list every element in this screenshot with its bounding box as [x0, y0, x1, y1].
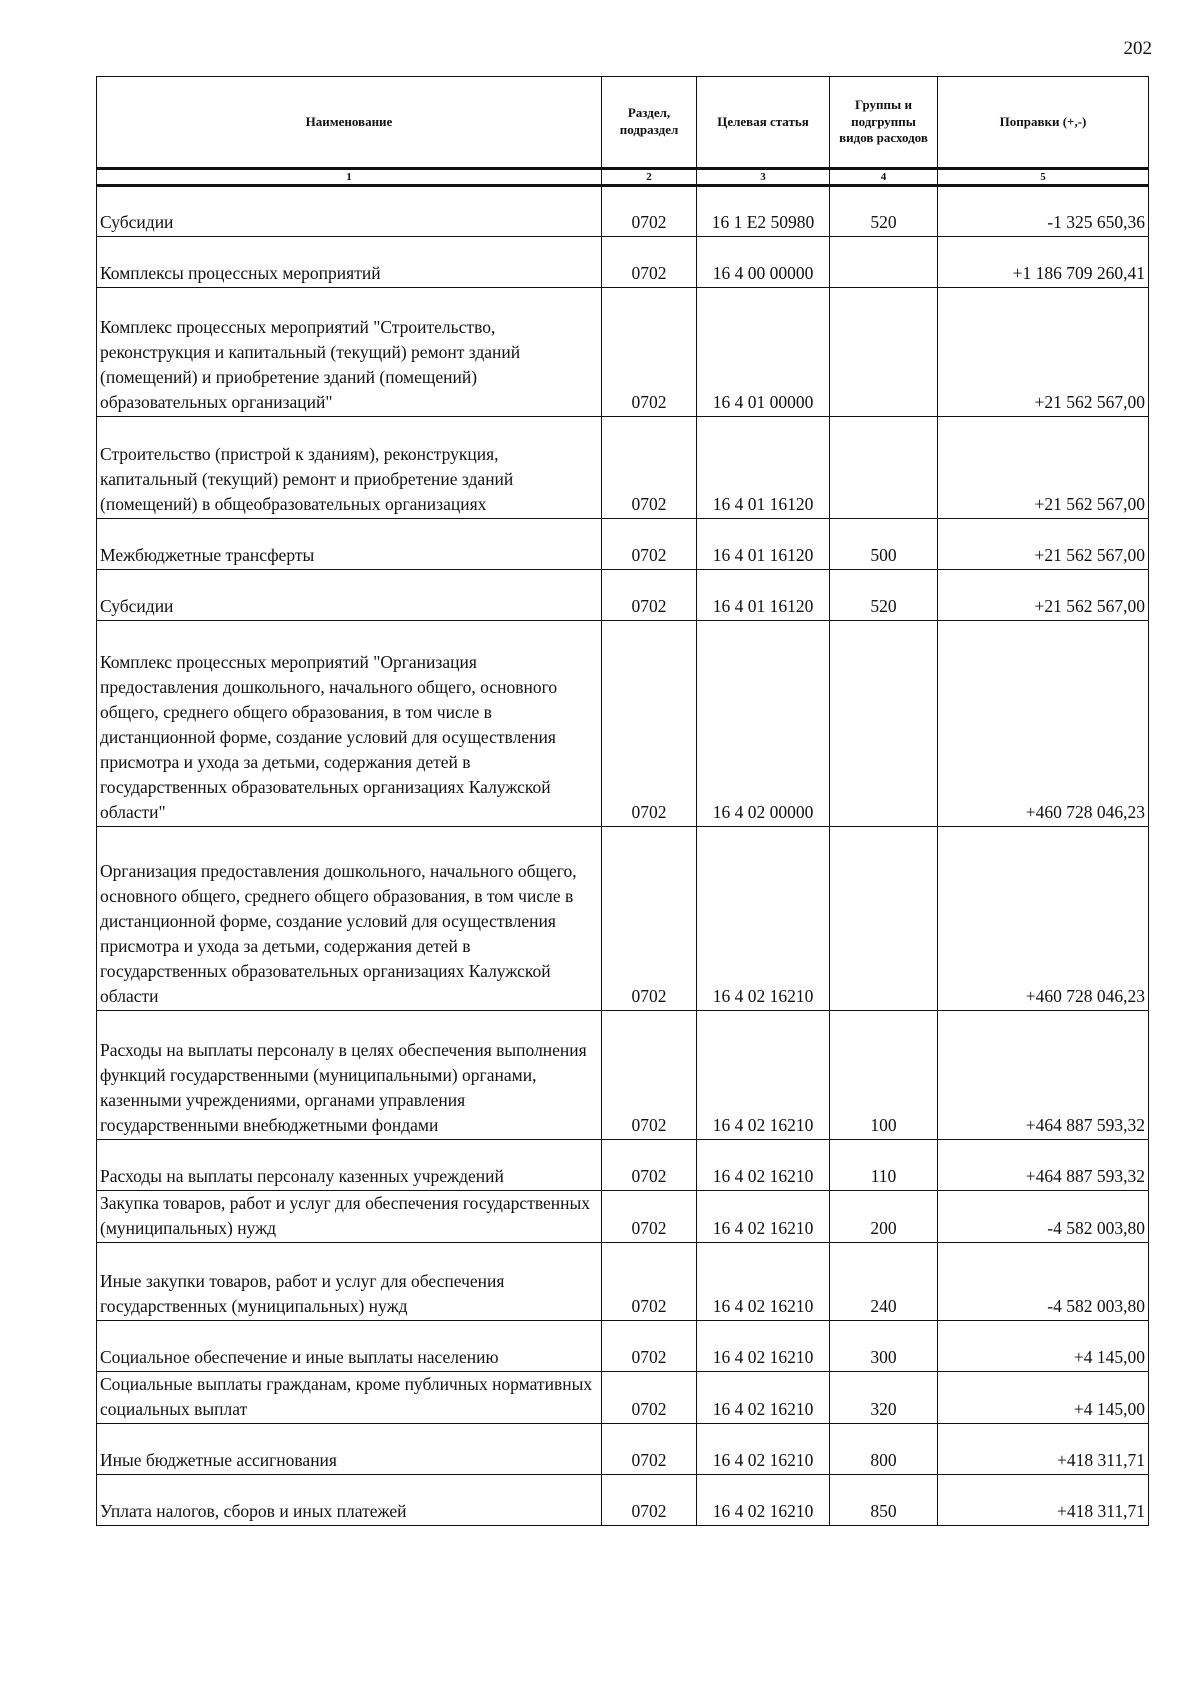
header-groups: Группы и подгруппы видов расходов	[830, 77, 938, 169]
cell-expense-group	[830, 237, 938, 288]
table-row	[97, 237, 1149, 288]
column-number: 2	[602, 169, 697, 186]
cell-amount: +1 186 709 260,41	[938, 237, 1149, 288]
cell-section: 0702	[602, 827, 697, 1011]
table-row	[97, 827, 1149, 1011]
cell-section: 0702	[602, 1424, 697, 1475]
cell-target: 16 4 00 00000	[697, 237, 830, 288]
cell-amount: +21 562 567,00	[938, 519, 1149, 570]
column-number: 1	[97, 169, 602, 186]
cell-target: 16 4 02 16210	[697, 1321, 830, 1372]
cell-expense-group	[830, 288, 938, 417]
table-row	[97, 1424, 1149, 1475]
table-row	[97, 519, 1149, 570]
cell-section: 0702	[602, 1011, 697, 1140]
cell-name: Иные бюджетные ассигнования	[97, 1424, 602, 1475]
cell-section: 0702	[602, 237, 697, 288]
cell-amount: -1 325 650,36	[938, 186, 1149, 237]
cell-name: Социальное обеспечение и иные выплаты населению	[97, 1321, 602, 1372]
cell-section: 0702	[602, 417, 697, 519]
header-amendments: Поправки (+,-)	[938, 77, 1149, 169]
cell-section: 0702	[602, 1475, 697, 1526]
cell-amount: -4 582 003,80	[938, 1191, 1149, 1243]
cell-target: 16 4 02 16210	[697, 1424, 830, 1475]
cell-expense-group: 300	[830, 1321, 938, 1372]
cell-amount: +460 728 046,23	[938, 621, 1149, 827]
cell-amount: +21 562 567,00	[938, 417, 1149, 519]
header-name: Наименование	[97, 77, 602, 169]
cell-target: 16 4 01 16120	[697, 417, 830, 519]
column-number-row	[97, 169, 1149, 186]
cell-name: Субсидии	[97, 570, 602, 621]
cell-name: Уплата налогов, сборов и иных платежей	[97, 1475, 602, 1526]
cell-target: 16 4 02 16210	[697, 1011, 830, 1140]
cell-target: 16 4 01 16120	[697, 570, 830, 621]
cell-amount: +464 887 593,32	[938, 1011, 1149, 1140]
cell-section: 0702	[602, 519, 697, 570]
cell-amount: +464 887 593,32	[938, 1140, 1149, 1191]
cell-name: Межбюджетные трансферты	[97, 519, 602, 570]
cell-expense-group: 850	[830, 1475, 938, 1526]
cell-amount: -4 582 003,80	[938, 1243, 1149, 1321]
cell-expense-group	[830, 827, 938, 1011]
table-row	[97, 1243, 1149, 1321]
cell-amount: +4 145,00	[938, 1372, 1149, 1424]
cell-target: 16 4 01 00000	[697, 288, 830, 417]
cell-expense-group: 320	[830, 1372, 938, 1424]
table-row	[97, 621, 1149, 827]
cell-name: Социальные выплаты гражданам, кроме публичных нормативных социальных выплат	[97, 1372, 602, 1424]
cell-target: 16 4 01 16120	[697, 519, 830, 570]
cell-section: 0702	[602, 621, 697, 827]
cell-expense-group: 520	[830, 570, 938, 621]
table-row	[97, 1321, 1149, 1372]
table-row	[97, 288, 1149, 417]
cell-section: 0702	[602, 288, 697, 417]
cell-amount: +21 562 567,00	[938, 288, 1149, 417]
budget-amendments-table	[96, 76, 1149, 1526]
cell-amount: +418 311,71	[938, 1475, 1149, 1526]
column-number: 3	[697, 169, 830, 186]
cell-section: 0702	[602, 1191, 697, 1243]
cell-target: 16 4 02 00000	[697, 621, 830, 827]
cell-amount: +418 311,71	[938, 1424, 1149, 1475]
cell-target: 16 4 02 16210	[697, 1140, 830, 1191]
table-body	[97, 186, 1149, 1526]
cell-section: 0702	[602, 1372, 697, 1424]
header-section: Раздел, подраздел	[602, 77, 697, 169]
cell-expense-group: 500	[830, 519, 938, 570]
cell-target: 16 4 02 16210	[697, 827, 830, 1011]
cell-amount: +21 562 567,00	[938, 570, 1149, 621]
cell-expense-group: 110	[830, 1140, 938, 1191]
cell-section: 0702	[602, 1140, 697, 1191]
cell-target: 16 1 E2 50980	[697, 186, 830, 237]
cell-expense-group: 240	[830, 1243, 938, 1321]
cell-expense-group: 100	[830, 1011, 938, 1140]
cell-name: Строительство (пристрой к зданиям), реконструкция, капитальный (текущий) ремонт и приобретение зданий (помещений) в общеобразовательных организациях	[97, 417, 602, 519]
cell-name: Организация предоставления дошкольного, начального общего, основного общего, среднего общего образования, в том числе в дистанционной форме, создание условий для осуществления присмотра и ухода за детьми, содержания детей в государственных образовательных организациях Калужской области	[97, 827, 602, 1011]
table-row	[97, 1191, 1149, 1243]
table-row	[97, 186, 1149, 237]
table-row	[97, 1011, 1149, 1140]
cell-expense-group: 200	[830, 1191, 938, 1243]
table-row	[97, 417, 1149, 519]
table-row	[97, 1140, 1149, 1191]
cell-name: Иные закупки товаров, работ и услуг для обеспечения государственных (муниципальных) нужд	[97, 1243, 602, 1321]
cell-target: 16 4 02 16210	[697, 1243, 830, 1321]
header-target: Целевая статья	[697, 77, 830, 169]
cell-name: Комплекс процессных мероприятий "Строительство, реконструкция и капитальный (текущий) ремонт зданий (помещений) и приобретение зданий (помещений) образовательных организаций"	[97, 288, 602, 417]
cell-section: 0702	[602, 570, 697, 621]
cell-target: 16 4 02 16210	[697, 1475, 830, 1526]
cell-name: Комплексы процессных мероприятий	[97, 237, 602, 288]
cell-expense-group: 800	[830, 1424, 938, 1475]
cell-target: 16 4 02 16210	[697, 1372, 830, 1424]
cell-name: Расходы на выплаты персоналу казенных учреждений	[97, 1140, 602, 1191]
cell-name: Расходы на выплаты персоналу в целях обеспечения выполнения функций государственными (муниципальными) органами, казенными учреждениями, органами управления государственными внебюджетными фондами	[97, 1011, 602, 1140]
table-row	[97, 570, 1149, 621]
table-row	[97, 1475, 1149, 1526]
column-number: 5	[938, 169, 1149, 186]
cell-expense-group	[830, 621, 938, 827]
page-number: 202	[1123, 38, 1152, 59]
cell-target: 16 4 02 16210	[697, 1191, 830, 1243]
cell-name: Закупка товаров, работ и услуг для обеспечения государственных (муниципальных) нужд	[97, 1191, 602, 1243]
cell-section: 0702	[602, 1243, 697, 1321]
cell-expense-group	[830, 417, 938, 519]
table-row	[97, 1372, 1149, 1424]
cell-amount: +4 145,00	[938, 1321, 1149, 1372]
cell-expense-group: 520	[830, 186, 938, 237]
header-row	[97, 77, 1149, 169]
cell-name: Субсидии	[97, 186, 602, 237]
cell-amount: +460 728 046,23	[938, 827, 1149, 1011]
cell-section: 0702	[602, 186, 697, 237]
cell-section: 0702	[602, 1321, 697, 1372]
cell-name: Комплекс процессных мероприятий "Организация предоставления дошкольного, начального общего, основного общего, среднего общего образования, в том числе в дистанционной форме, создание условий для осуществления присмотра и ухода за детьми, содержания детей в государственных образовательных организациях Калужской области"	[97, 621, 602, 827]
column-number: 4	[830, 169, 938, 186]
